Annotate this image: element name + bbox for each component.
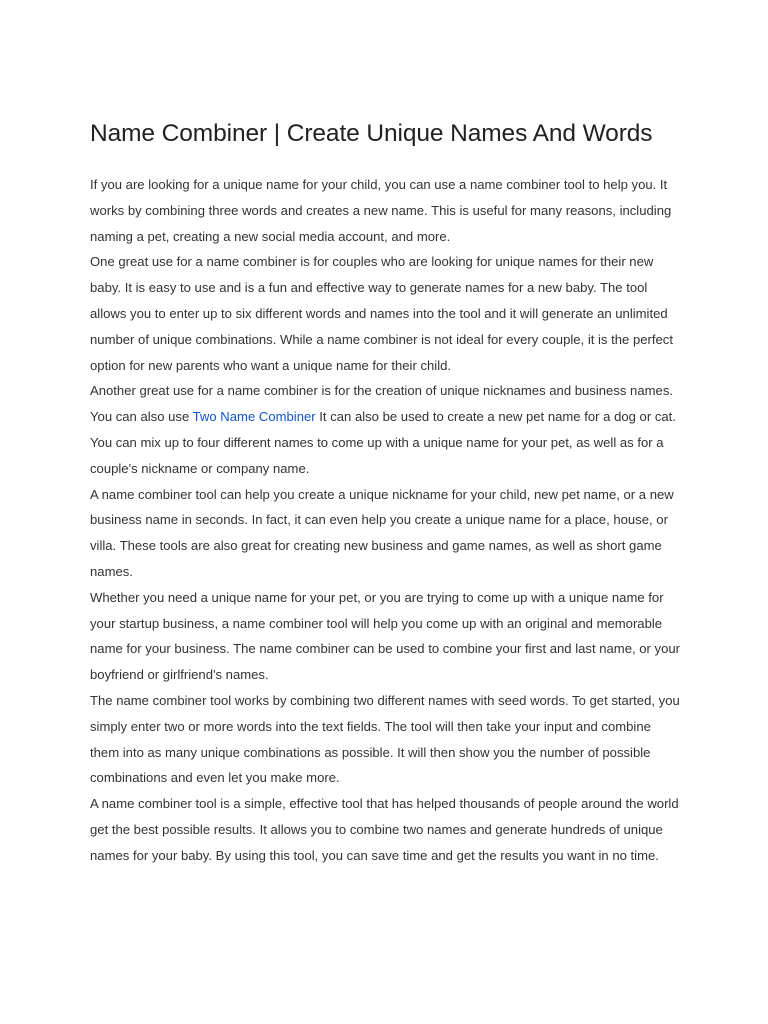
- article: [90, 118, 682, 869]
- two-name-combiner-link[interactable]: Two Name Combiner: [192, 409, 316, 425]
- paragraph-nicknames: [90, 378, 682, 481]
- paragraph-startup: Whether you need a unique name for your pet, or you are trying to come up with a unique name for your startup business, a name combiner tool will help you come up with an original and memorable name for your business. The name combiner can be used to combine your first and last name, or your boyfriend or girlfriend's names.: [90, 589, 681, 683]
- paragraph-nicknames-before: Another great use for a name combiner is for the creation of unique nicknames and business names. You can also use: [90, 383, 673, 425]
- paragraph-how-it-works: The name combiner tool works by combining two different names with seed words. To get started, you simply enter two or more words into the text fields. The tool will then take your input and combine them into as many unique combinations as possible. It will then show you the number of possible combinations and even let you make more.: [90, 692, 680, 786]
- paragraph-nicknames-after: It can also be used to create a new pet name for a dog or cat. You can mix up to four different names to come up with a unique name for your pet, as well as for a couple's nickname or company name.: [90, 409, 676, 476]
- paragraph-benefits: A name combiner tool is a simple, effective tool that has helped thousands of people around the world get the best possible results. It allows you to combine two names and generate hundreds of unique names for your baby. By using this tool, you can save time and get the results you want in no time.: [90, 796, 679, 863]
- paragraph-business: A name combiner tool can help you create a unique nickname for your child, new pet name, or a new business name in seconds. In fact, it can even help you create a unique name for a place, house, or villa. These tools are also great for creating new business and game names, as well as short game names.: [90, 486, 674, 579]
- paragraph-couples: One great use for a name combiner is for couples who are looking for unique names for their new baby. It is easy to use and is a fun and effective way to generate names for a new baby. The tool allows you to enter up to six different words and names into the tool and it will generate an unlimited number of unique combinations. While a name combiner is not ideal for every couple, it is the perfect option for new parents who want a unique name for their child.: [90, 254, 673, 373]
- page-title: Name Combiner | Create Unique Names And Words: [90, 120, 653, 147]
- paragraph-intro: If you are looking for a unique name for your child, you can use a name combiner tool to help you. It works by combining three words and creates a new name. This is useful for many reasons, including naming a pet, creating a new social media account, and more.: [90, 177, 672, 244]
